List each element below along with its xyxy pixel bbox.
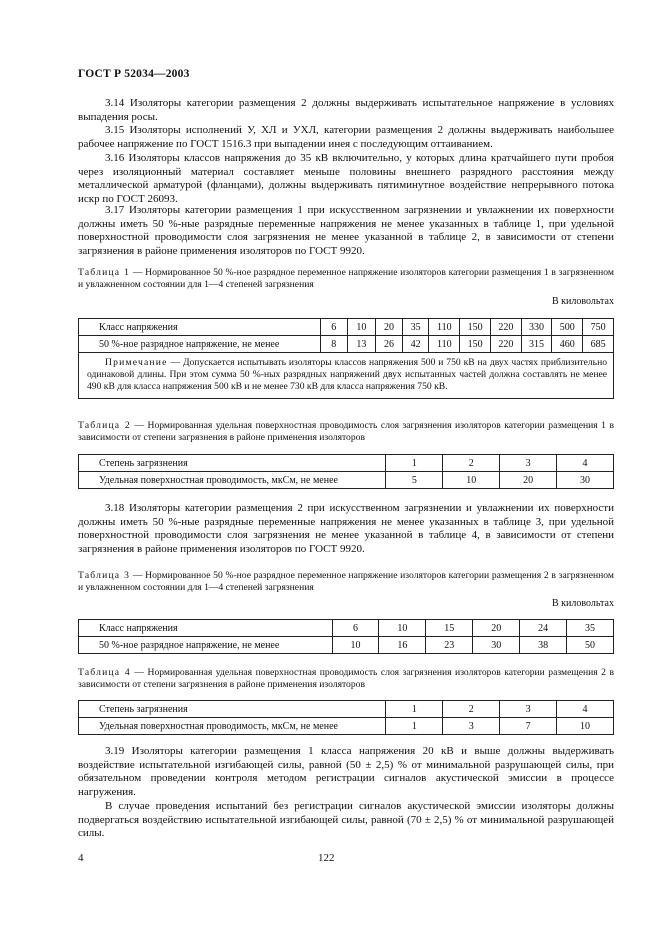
table-cell: 7 [500,718,557,735]
table-cell: 150 [460,336,491,353]
table-cell: 460 [552,336,583,353]
table-1 [78,318,614,399]
table-cell: 35 [402,319,429,336]
clause-3-19: 3.19 Изоляторы категории размещения 1 класса напряжения 20 кВ и выше должны выдерживать воздействие испытательной изгибающей силы, равной (50 ± 2,5) % от минимальной разрушающей силы, при обязательном проведении контроля методом регистрации сигналов акустической эмиссии в процессе нагружения. [78,745,614,798]
table-cell: 23 [426,637,473,654]
table4-caption [78,667,614,692]
table3-caption-label: Таблица 3 [78,570,131,581]
table2-caption-label: Таблица 2 [78,420,131,431]
table1-caption-text: — Нормированное 50 %-ное разрядное переменное напряжение изоляторов категории размещения 1 в загрязненном и увлажненном состоянии для 1—4 степеней загрязнения [78,267,614,291]
clause-3-14: 3.14 Изоляторы категории размещения 2 должны выдерживать испытательное напряжение в условиях выпадения росы. [78,97,614,123]
table1-caption [78,267,614,292]
table1-note-text: — Допускается испытывать изоляторы классов напряжения 500 и 750 кВ на двух частях приблизительно одинаковой длины. При этом сумма 50 %-ных разрядных напряжений двух испытанных частей должна составлять не менее 490 кВ для класса напряжения 500 кВ и не менее 730 кВ для класса напряжения 750 кВ. [87,357,607,393]
table-cell: 20 [473,620,520,637]
table-cell: 16 [379,637,426,654]
table2-caption-text: — Нормированная удельная поверхностная проводимость слоя загрязнения изоляторов категории размещения 1 в зависимости от степени загрязнения в районе применения изоляторов [78,420,614,444]
table-cell: 3 [500,701,557,718]
table-cell: 150 [460,319,491,336]
table4-row1-label: Степень загрязнения [79,701,386,718]
table3-row-discharge-voltage [79,637,614,654]
table-cell: 220 [490,336,521,353]
table-3 [78,619,614,654]
clause-3-18: 3.18 Изоляторы категории размещения 2 при искусственном загрязнении и увлажнении их поверхности должны иметь 50 %-ные разрядные переменные напряжения не менее указанных в таблице 3, при удельной поверхностной проводимости слоя загрязнения не менее указанной в таблице 4, в зависимости от степени загрязнения в районе применения изоляторов по ГОСТ 9920. [78,502,614,555]
table-2 [78,454,614,489]
table-cell: 1 [386,718,443,735]
page-number-left: 4 [78,852,84,864]
table-cell: 35 [567,620,614,637]
page-number-center: 122 [318,852,335,864]
table2-row1-label: Степень загрязнения [79,455,386,472]
table-cell: 42 [402,336,429,353]
table1-units: В киловольтах [552,296,614,307]
table3-row1-label: Класс напряжения [79,620,333,637]
table-cell: 10 [379,620,426,637]
document-header: ГОСТ Р 52034—2003 [78,68,190,80]
clause-3-16: 3.16 Изоляторы классов напряжения до 35 кВ включительно, у которых длина кратчайшего пути пробоя через изоляционный материал составляет меньше половины внешнего разрядного расстояния между металлической арматурой (фланцами), должны выдерживать пятиминутное воздействие непрерывного потока искр по ГОСТ 26093. [78,152,614,205]
table4-row-conductivity [79,718,614,735]
table-cell: 3 [443,718,500,735]
table3-caption [78,570,614,595]
clause-3-19-continued: В случае проведения испытаний без регистрации сигналов акустической эмиссии изоляторы должны подвергаться воздействию испытательной изгибающей силы, равной (70 ± 2,5) % от минимальной разрушающей силы. [78,800,614,840]
table-cell: 6 [332,620,379,637]
table-cell: 10 [557,718,614,735]
table1-row-discharge-voltage [79,336,614,353]
table3-units: В киловольтах [552,598,614,609]
table-cell: 1 [386,455,443,472]
table-cell: 20 [500,472,557,489]
table-cell: 2 [443,455,500,472]
table4-caption-text: — Нормированная удельная поверхностная проводимость слоя загрязнения изоляторов категории размещения 2 в зависимости от степени загрязнения в районе применения изоляторов [78,667,614,691]
table1-row2-label: 50 %-ное разрядное напряжение, не менее [79,336,321,353]
table-cell: 30 [557,472,614,489]
table4-caption-label: Таблица 4 [78,667,131,678]
table-cell: 13 [347,336,376,353]
table-cell: 110 [429,336,460,353]
table-cell: 220 [490,319,521,336]
table-cell: 4 [557,455,614,472]
table1-note-row [79,353,614,399]
table2-row-degree [79,455,614,472]
table-cell: 315 [521,336,552,353]
table4-row-degree [79,701,614,718]
table2-row-conductivity [79,472,614,489]
table-cell: 4 [557,701,614,718]
table-cell: 20 [376,319,403,336]
table-cell: 30 [473,637,520,654]
table2-row2-label: Удельная поверхностная проводимость, мкСм, не менее [79,472,386,489]
table-cell: 330 [521,319,552,336]
table-4 [78,700,614,735]
table-cell: 2 [443,701,500,718]
table-cell: 15 [426,620,473,637]
table3-row-voltage-class [79,620,614,637]
table-cell: 6 [320,319,347,336]
table-cell: 10 [443,472,500,489]
table-cell: 10 [347,319,376,336]
table-cell: 38 [520,637,567,654]
table1-note-label: Примечание [105,357,168,368]
table1-note [79,353,614,399]
clause-3-17: 3.17 Изоляторы категории размещения 1 при искусственном загрязнении и увлажнении их поверхности должны иметь 50 %-ные разрядные переменные напряжения не менее указанных в таблице 1, при удельной поверхностной проводимости слоя загрязнения не менее указанной в таблице 2, в зависимости от степени загрязнения в районе применения изоляторов по ГОСТ 9920. [78,204,614,257]
table3-caption-text: — Нормированное 50 %-ное разрядное переменное напряжение изоляторов категории размещения 2 в загрязненном и увлажненном состоянии для 1—4 степеней загрязнения [78,570,614,594]
table-cell: 8 [320,336,347,353]
table-cell: 5 [386,472,443,489]
table-cell: 110 [429,319,460,336]
table-cell: 3 [500,455,557,472]
table-cell: 10 [332,637,379,654]
table-cell: 1 [386,701,443,718]
table1-row-voltage-class [79,319,614,336]
table-cell: 24 [520,620,567,637]
table2-caption [78,420,614,445]
table-cell: 685 [583,336,614,353]
table-cell: 26 [376,336,403,353]
table-cell: 500 [552,319,583,336]
table-cell: 50 [567,637,614,654]
table1-caption-label: Таблица 1 [78,267,131,278]
table4-row2-label: Удельная поверхностная проводимость, мкСм, не менее [79,718,386,735]
clause-3-15: 3.15 Изоляторы исполнений У, ХЛ и УХЛ, категории размещения 2 должны выдерживать наибольшее рабочее напряжение по ГОСТ 1516.3 при выпадении инея с последующим оттаиванием. [78,124,614,150]
table-cell: 750 [583,319,614,336]
table1-row1-label: Класс напряжения [79,319,321,336]
table3-row2-label: 50 %-ное разрядное напряжение, не менее [79,637,333,654]
